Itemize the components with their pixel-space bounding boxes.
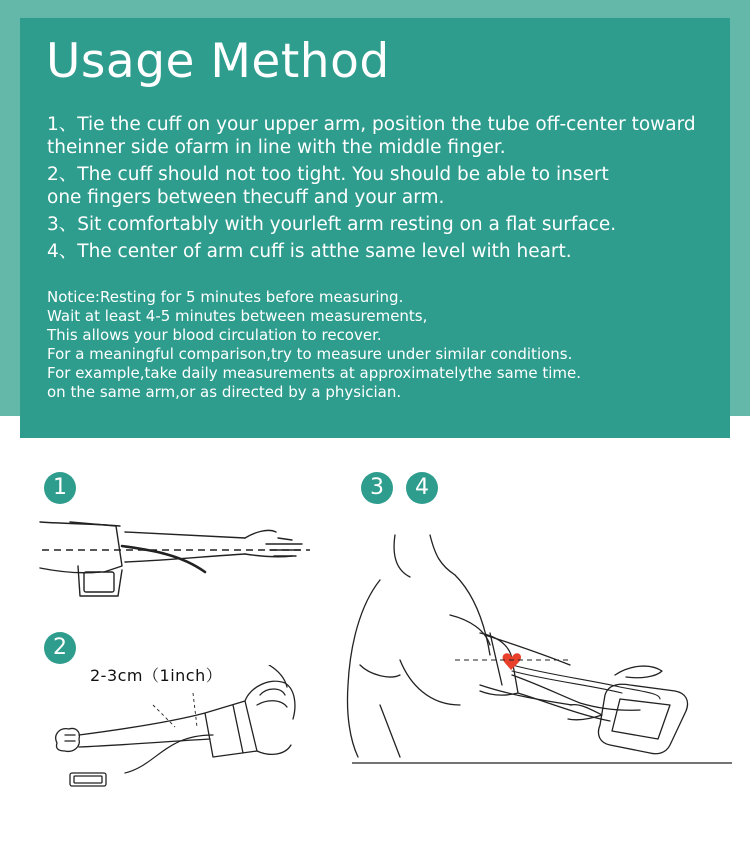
step-1: 1、Tie the cuff on your upper arm, position the tube off-center toward theinner side ofarm in line with the middle finger. [47, 114, 696, 158]
notice-line: Wait at least 4-5 minutes between measurements, [47, 307, 428, 325]
notice-line: This allows your blood circulation to recover. [47, 326, 382, 344]
step-badge-1: 1 [44, 472, 76, 504]
step-badge-3: 3 [361, 472, 393, 504]
notice-block [47, 288, 707, 402]
gap-measurement-label: 2-3cm（1inch） [90, 666, 223, 685]
arm-cuff-illustration-2 [45, 665, 305, 795]
step-4: 4、The center of arm cuff is atthe same level with heart. [47, 241, 572, 262]
arm-cuff-illustration-1 [30, 510, 330, 610]
notice-line: Notice:Resting for 5 minutes before measuring. [47, 288, 404, 306]
step-badge-4: 4 [406, 472, 438, 504]
usage-panel [20, 18, 730, 438]
step-badge-2: 2 [44, 632, 76, 664]
notice-line: For example,take daily measurements at approximatelythe same time. [47, 364, 581, 382]
step-3: 3、Sit comfortably with yourleft arm resting on a flat surface. [47, 214, 617, 235]
notice-line: on the same arm,or as directed by a physician. [47, 383, 402, 401]
steps-list [47, 113, 717, 267]
step-2: 2、The cuff should not too tight. You should be able to insert one fingers between thecuff and your arm. [47, 164, 609, 208]
seated-person-illustration [340, 525, 740, 775]
page-title: Usage Method [46, 34, 390, 89]
notice-line: For a meaningful comparison,try to measure under similar conditions. [47, 345, 573, 363]
